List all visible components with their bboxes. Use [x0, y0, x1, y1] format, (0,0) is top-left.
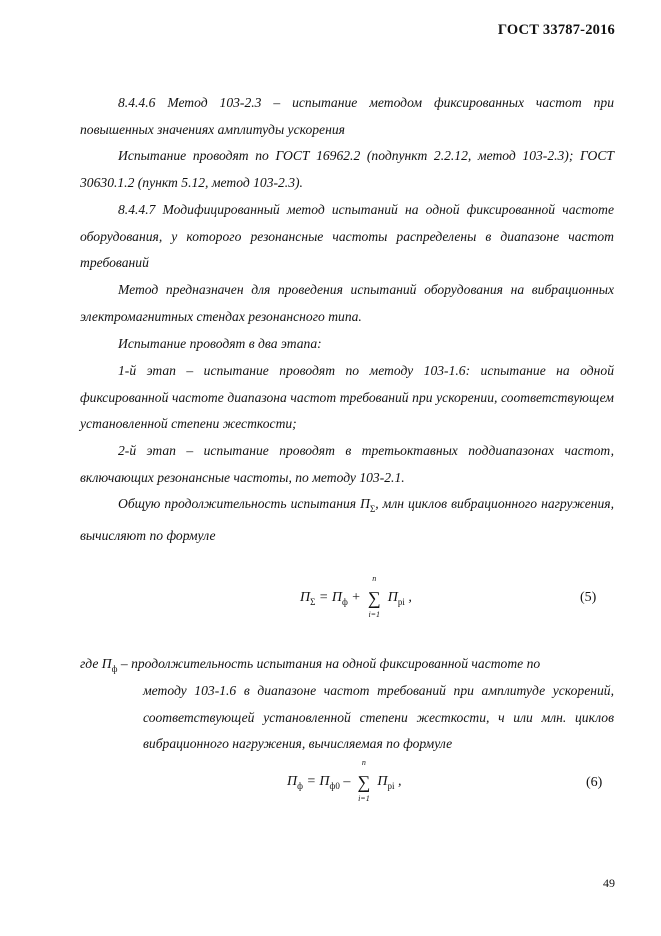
equation-number-5: (5)	[580, 590, 597, 605]
symbol-p-sigma: $П_\Sigma$	[360, 496, 376, 514]
document-header: ГОСТ 33787-2016	[497, 22, 615, 38]
clause-8-4-4-6-text: Испытание проводят по ГОСТ 16962.2 (подпункт 2.2.12, метод 103-2.3); ГОСТ 30630.1.2 (пункт 5.12, метод 103-2.3).	[80, 148, 614, 190]
equation-number-6: (6)	[586, 775, 603, 790]
summation-sign: ∑ n i=1	[367, 574, 381, 619]
clause-8-4-4-7-title: 8.4.4.7 Модифицированный метод испытаний на одной фиксированной частоте оборудования, у которого резонансные частоты распределены в диапазоне частот требований	[80, 202, 614, 271]
method-purpose-text: Метод предназначен для проведения испытаний оборудования на вибрационных электромагнитных стендах резонансного типа.	[80, 282, 614, 324]
clause-8-4-4-6-title: 8.4.4.6 Метод 103-2.3 – испытание методом фиксированных частот при повышенных значениях амплитуды ускорения	[80, 95, 614, 137]
summation-sign: ∑ n i=1	[357, 758, 371, 803]
formula-5: $П_\Sigma = П_ф$ + ∑ n i=1 $П_{pi}$ ,	[300, 574, 412, 619]
where-definition-continuation: методу 103-1.6 в диапазоне частот требований при амплитуде ускорений, соответствующей установленной степени жесткости, ч или млн. циклов вибрационного нагружения, вычисляемая по формуле	[143, 683, 614, 752]
total-duration-text: Общую продолжительность испытания $П_\Sigma$, млн циклов вибрационного нагружения, вычисляют по формуле	[80, 496, 614, 543]
stage-1-text: 1-й этап – испытание проводят по методу 103-1.6: испытание на одной фиксированной частоте диапазона частот требований при ускорении, соответствующем установленной степени жесткости;	[80, 363, 614, 432]
two-stages-text: Испытание проводят в два этапа:	[118, 336, 322, 351]
stage-2-text: 2-й этап – испытание проводят в третьоктавных поддиапазонах частот, включающих резонансные частоты, по методу 103-2.1.	[80, 443, 614, 485]
page-number: 49	[603, 876, 615, 890]
symbol-p-f: $П_ф$	[101, 656, 118, 674]
where-definition-line: где $П_ф$ – продолжительность испытания на одной фиксированной частоте по	[80, 656, 541, 674]
formula-6: $П_ф = П_{ф0}$ – ∑ n i=1 $П_{pi}$ ,	[287, 758, 402, 803]
